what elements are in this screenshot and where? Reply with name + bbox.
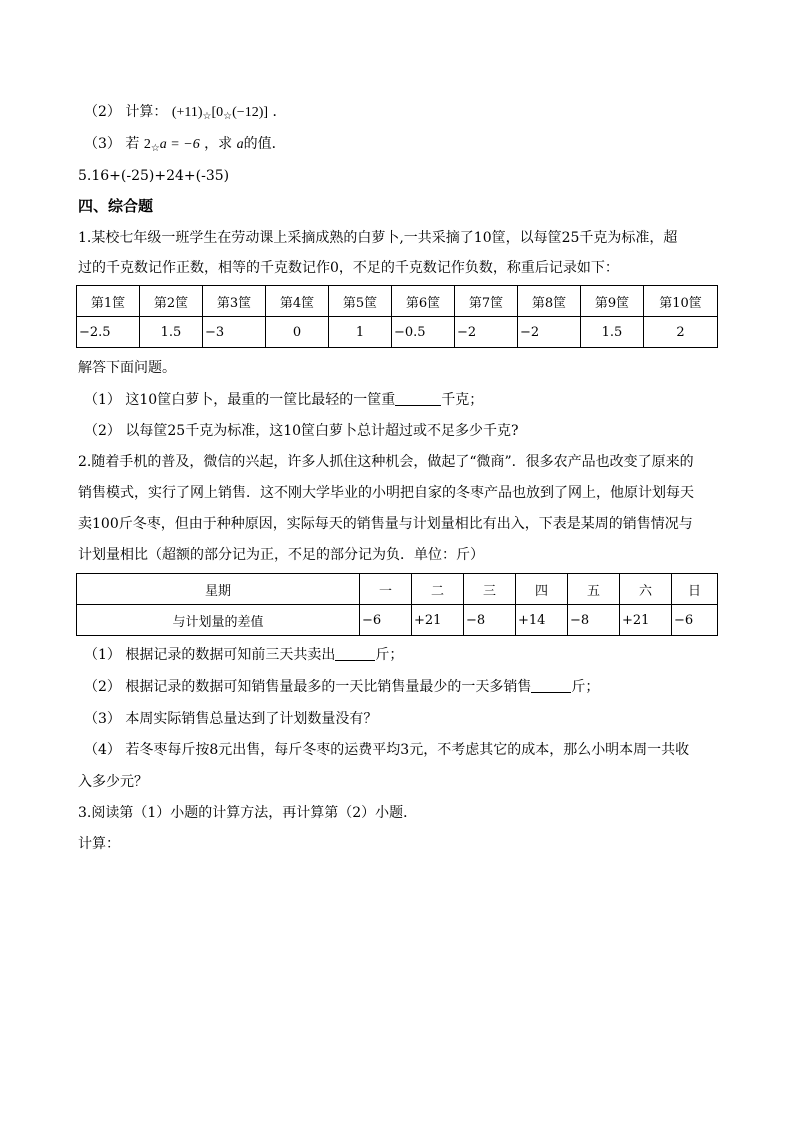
value-cell: −0.5 bbox=[392, 317, 455, 348]
radish-weight-table bbox=[76, 285, 718, 348]
question-3 bbox=[84, 134, 286, 159]
answer-intro: 解答下面问题。 bbox=[78, 360, 176, 376]
question-text: 的值． bbox=[243, 136, 286, 152]
value-cell: −2.5 bbox=[77, 317, 140, 348]
table-header-row bbox=[77, 286, 718, 317]
problem-2-question-4 bbox=[84, 740, 689, 760]
table-row bbox=[77, 605, 718, 636]
question-text: 若冬枣每斤按8元出售，每斤冬枣的运费平均3元，不考虑其它的成本，那么小明本周一共收 bbox=[125, 742, 690, 758]
problem-2-line-3: 卖100斤冬枣，但由于种种原因，实际每天的销售量与计划量相比有出入，下表是某周的销售情况与 bbox=[78, 516, 693, 532]
question-text: 斤； bbox=[375, 647, 404, 663]
diff-cell: −6 bbox=[672, 605, 718, 636]
day-cell: 五 bbox=[568, 574, 620, 605]
question-number: （3） bbox=[84, 136, 121, 152]
expression-part: [0 bbox=[211, 105, 224, 120]
problem-1-line-1: 1.某校七年级一班学生在劳动课上采摘成熟的白萝卜,一共采摘了10筐，以每筐25千克为标准，超 bbox=[78, 230, 678, 246]
question-2 bbox=[84, 102, 286, 127]
value-cell: 1.5 bbox=[140, 317, 203, 348]
answer-blank[interactable] bbox=[531, 678, 571, 693]
header-cell: 第5筐 bbox=[329, 286, 392, 317]
problem-1-line-2: 过的千克数记作正数，相等的千克数记作0，不足的千克数记作负数，称重后记录如下： bbox=[78, 260, 619, 276]
header-cell: 第9筐 bbox=[581, 286, 644, 317]
diff-cell: +21 bbox=[620, 605, 672, 636]
table-header-row bbox=[77, 574, 718, 605]
problem-2-question-3 bbox=[84, 709, 377, 729]
star-operator-icon: ☆ bbox=[202, 111, 212, 122]
day-cell: 三 bbox=[464, 574, 516, 605]
day-cell: 六 bbox=[620, 574, 672, 605]
variable: a bbox=[236, 137, 244, 152]
value-cell: 2 bbox=[644, 317, 718, 348]
problem-2-line-1: 2.随着手机的普及，微信的兴起，许多人抓住这种机会，做起了“微商”．很多农产品也改变了原来的 bbox=[78, 454, 694, 470]
question-text: 斤； bbox=[571, 679, 600, 695]
expression-part: a = −6 bbox=[159, 137, 200, 152]
diff-cell: −6 bbox=[360, 605, 412, 636]
problem-1-question-1 bbox=[84, 390, 483, 410]
value-cell: −2 bbox=[518, 317, 581, 348]
question-number: （4） bbox=[84, 742, 121, 758]
star-operator-icon: ☆ bbox=[150, 143, 160, 154]
question-text: 以每筐25千克为标准，这10筐白萝卜总计超过或不足多少千克? bbox=[125, 423, 519, 439]
star-operator-icon: ☆ bbox=[223, 111, 233, 122]
question-number: （1） bbox=[84, 392, 121, 408]
question-number: （2） bbox=[84, 679, 121, 695]
question-5: 5.16+(-25)+24+(-35) bbox=[78, 168, 230, 184]
question-text: 本周实际销售总量达到了计划数量没有？ bbox=[125, 711, 378, 727]
question-text: 这10筐白萝卜，最重的一筐比最轻的一筐重 bbox=[125, 392, 396, 408]
question-number: （1） bbox=[84, 647, 121, 663]
section-title: 四、综合题 bbox=[78, 197, 154, 215]
expression-part: 2 bbox=[143, 137, 151, 152]
problem-2-question-4-continued: 入多少元？ bbox=[78, 774, 148, 790]
problem-3-line-1: 3.阅读第（1）小题的计算方法，再计算第（2）小题． bbox=[78, 805, 418, 821]
question-number: （3） bbox=[84, 711, 121, 727]
diff-cell: +21 bbox=[412, 605, 464, 636]
problem-3-line-2: 计算： bbox=[78, 836, 120, 852]
day-cell: 一 bbox=[360, 574, 412, 605]
expression-part: (+11) bbox=[171, 105, 203, 120]
row-label: 星期 bbox=[77, 574, 360, 605]
header-cell: 第10筐 bbox=[644, 286, 718, 317]
question-number: （2） bbox=[84, 423, 121, 439]
header-cell: 第3筐 bbox=[203, 286, 266, 317]
day-cell: 日 bbox=[672, 574, 718, 605]
question-text: 计算： bbox=[125, 104, 168, 120]
diff-cell: +14 bbox=[516, 605, 568, 636]
header-cell: 第6筐 bbox=[392, 286, 455, 317]
header-cell: 第4筐 bbox=[266, 286, 329, 317]
value-cell: −2 bbox=[455, 317, 518, 348]
problem-1-question-2 bbox=[84, 421, 519, 441]
answer-blank[interactable] bbox=[335, 646, 375, 661]
value-cell: −3 bbox=[203, 317, 266, 348]
question-number: （2） bbox=[84, 104, 121, 120]
value-cell: 1 bbox=[329, 317, 392, 348]
day-cell: 四 bbox=[516, 574, 568, 605]
question-text: 千克； bbox=[441, 392, 484, 408]
value-cell: 0 bbox=[266, 317, 329, 348]
header-cell: 第1筐 bbox=[77, 286, 140, 317]
problem-2-question-2 bbox=[84, 677, 599, 697]
value-cell: 1.5 bbox=[581, 317, 644, 348]
question-text: 根据记录的数据可知销售量最多的一天比销售量最少的一天多销售 bbox=[125, 679, 532, 695]
sales-table bbox=[76, 573, 718, 636]
answer-blank[interactable] bbox=[395, 391, 441, 406]
diff-cell: −8 bbox=[464, 605, 516, 636]
problem-2-line-4: 计划量相比（超额的部分记为正，不足的部分记为负．单位：斤） bbox=[78, 547, 484, 563]
diff-cell: −8 bbox=[568, 605, 620, 636]
question-text: ，求 bbox=[204, 136, 233, 152]
row-label: 与计划量的差值 bbox=[77, 605, 360, 636]
question-text: 根据记录的数据可知前三天共卖出 bbox=[125, 647, 336, 663]
header-cell: 第2筐 bbox=[140, 286, 203, 317]
question-text: 若 bbox=[125, 136, 140, 152]
punctuation: ． bbox=[272, 104, 287, 120]
problem-2-question-1 bbox=[84, 645, 403, 665]
expression-part: (−12)] bbox=[232, 105, 269, 120]
problem-2-line-2: 销售模式，实行了网上销售．这不刚大学毕业的小明把自家的冬枣产品也放到了网上，他原计划每天 bbox=[78, 485, 694, 501]
day-cell: 二 bbox=[412, 574, 464, 605]
header-cell: 第7筐 bbox=[455, 286, 518, 317]
header-cell: 第8筐 bbox=[518, 286, 581, 317]
table-row bbox=[77, 317, 718, 348]
